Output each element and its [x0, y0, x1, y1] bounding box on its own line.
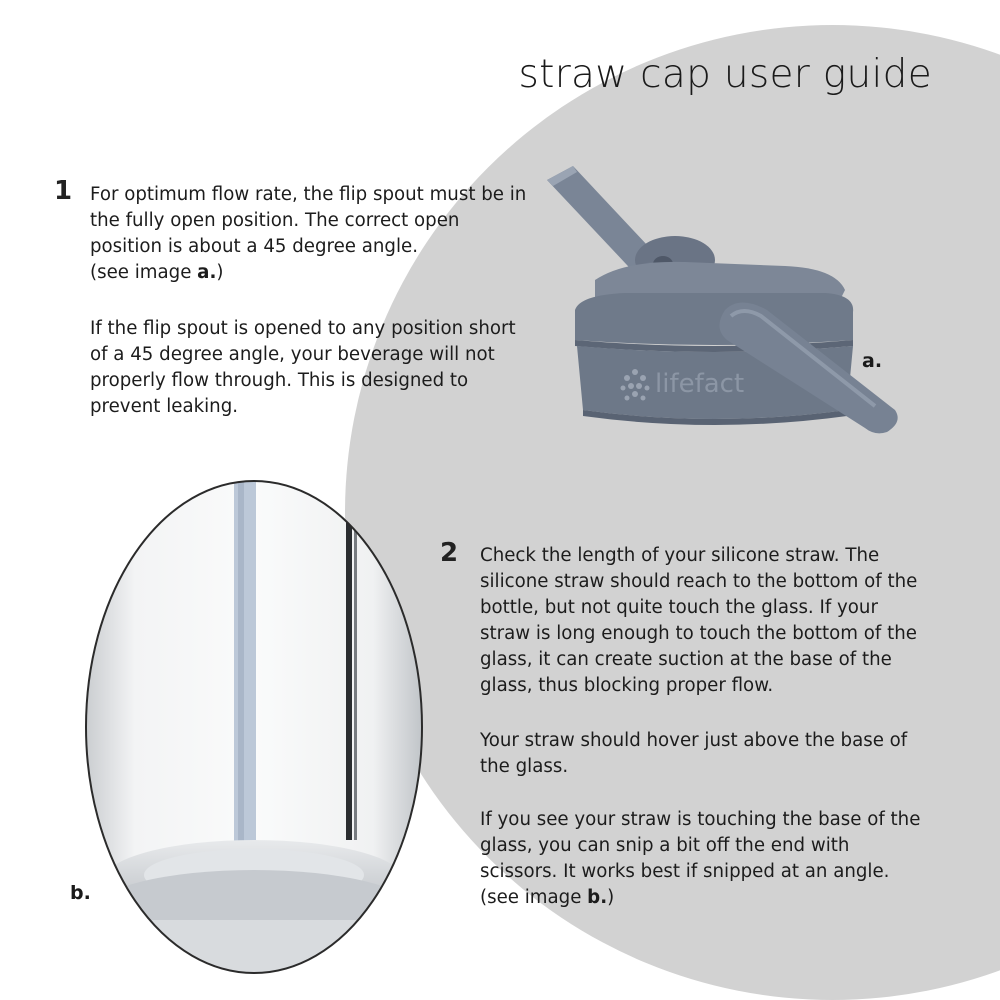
- step-1-ref-pre: (see image: [90, 262, 198, 283]
- step-1-ref-post: ): [216, 262, 224, 283]
- step-2-ref-label: b.: [587, 887, 608, 908]
- image-a-label: a.: [862, 350, 883, 372]
- step-2-ref-pre: (see image: [480, 887, 588, 908]
- step-1-number: 1: [54, 176, 73, 206]
- step-2-text: If you see your straw is touching the base of the glass, you can snip a bit off the end with scissors. It works best if snipped at an angle.: [480, 809, 921, 882]
- step-2-ref-post: ): [607, 887, 615, 908]
- step-1-text: For optimum flow rate, the flip spout must be in the fully open position. The correct open position is about a 45 degree angle.: [90, 184, 527, 257]
- glass-bottle-photo: [84, 480, 424, 975]
- step-1-paragraph-1: [90, 182, 530, 286]
- step-1-ref-label: a.: [197, 262, 217, 283]
- step-2-paragraph-3: [480, 807, 932, 911]
- step-1-paragraph-2: If the flip spout is opened to any position short of a 45 degree angle, your beverage will not properly flow through. This is designed to prevent leaking.: [90, 318, 516, 417]
- step-2-paragraph-1: Check the length of your silicone straw. The silicone straw should reach to the bottom of the bottle, but not quite touch the glass. If your straw is long enough to touch the bottom of the glass, it can create suction at the base of the glass, thus blocking proper flow.: [480, 545, 918, 696]
- straw-cap-photo: [535, 160, 905, 450]
- image-b-label: b.: [70, 882, 91, 904]
- page-title: straw cap user guide: [518, 52, 932, 97]
- step-2-paragraph-2: Your straw should hover just above the base of the glass.: [480, 730, 908, 777]
- step-2-number: 2: [440, 538, 459, 568]
- cap-brand-text: lifefact: [655, 369, 745, 399]
